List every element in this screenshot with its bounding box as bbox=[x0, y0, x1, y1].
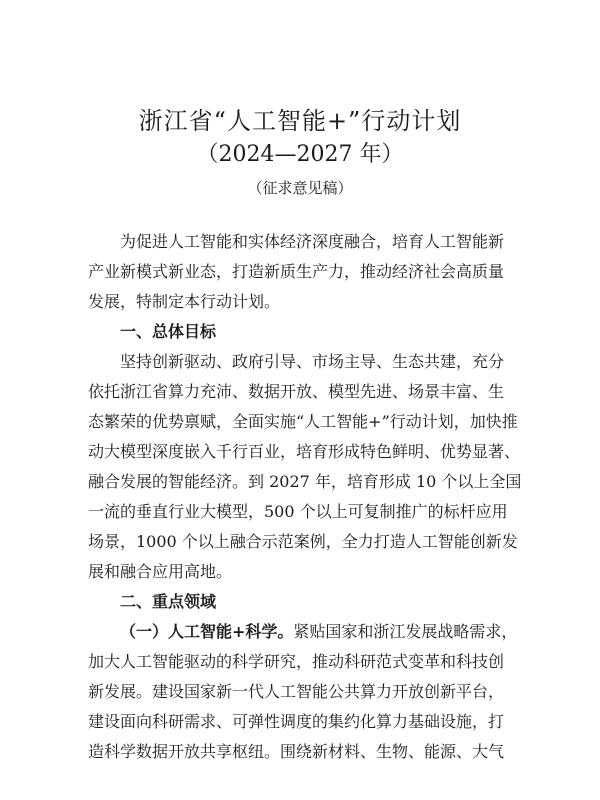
document-years: （2024—2027 年） bbox=[196, 142, 404, 167]
section1-line-5: 融合发展的智能经济。到 2027 年，培育形成 10 个以上全国 bbox=[88, 472, 522, 491]
draft-note: （征求意见稿） bbox=[247, 179, 353, 197]
section2-first-line-rest: 紧贴国家和浙江发展战略需求， bbox=[293, 622, 518, 641]
section1-line-1: 坚持创新驱动、政府引导、市场主导、生态共建，充分 bbox=[120, 352, 505, 371]
section2-line-4: 造科学数据开放共享枢纽。围绕新材料、生物、能源、大气 bbox=[88, 742, 505, 761]
intro-line-1: 为促进人工智能和实体经济深度融合，培育人工智能新 bbox=[120, 232, 505, 251]
section1-line-6: 一流的垂直行业大模型，500 个以上可复制推广的标杆应用 bbox=[88, 502, 508, 521]
section2-line-1: 加大人工智能驱动的科学研究，推动科研范式变革和科技创 bbox=[88, 652, 505, 671]
section2-first-line bbox=[120, 620, 517, 644]
section2-line-2: 新发展。建设国家新一代人工智能公共算力开放创新平台， bbox=[88, 682, 505, 701]
document-title: 浙江省“人工智能+”行动计划 bbox=[138, 107, 462, 135]
section1-line-8: 展和融合应用高地。 bbox=[88, 562, 233, 581]
intro-line-2: 产业新模式新业态，打造新质生产力，推动经济社会高质量 bbox=[88, 262, 505, 281]
section1-line-2: 依托浙江省算力充沛、数据开放、模型先进、场景丰富、生 bbox=[88, 382, 505, 401]
section1-line-3: 态繁荣的优势禀赋，全面实施“人工智能+”行动计划，加快推 bbox=[88, 412, 518, 431]
section1-line-4: 动大模型深度嵌入千行百业，培育形成特色鲜明、优势显著、 bbox=[88, 442, 521, 461]
section1-heading: 一、总体目标 bbox=[120, 322, 217, 341]
intro-line-3: 发展，特制定本行动计划。 bbox=[88, 292, 281, 311]
section2-line-3: 建设面向科研需求、可弹性调度的集约化算力基础设施，打 bbox=[88, 712, 505, 731]
section2-sub-heading: （一）人工智能+科学。 bbox=[120, 622, 294, 641]
section2-heading: 二、重点领域 bbox=[120, 592, 217, 611]
section1-line-7: 场景，1000 个以上融合示范案例，全力打造人工智能创新发 bbox=[88, 532, 518, 551]
